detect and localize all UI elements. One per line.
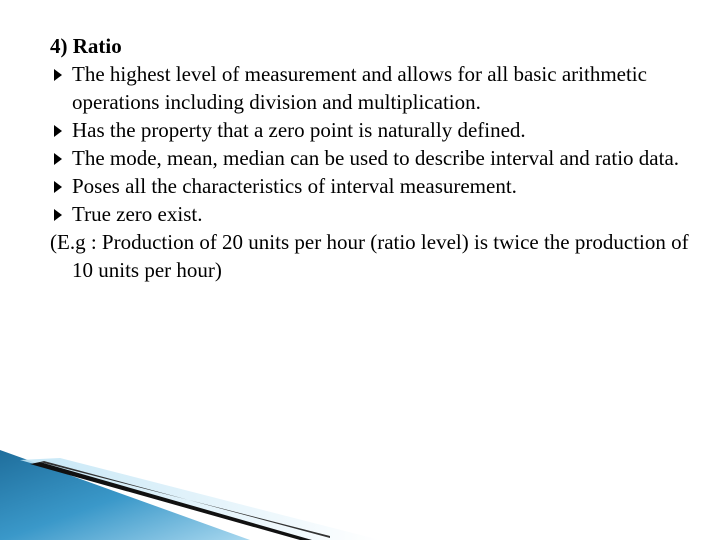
slide-content bbox=[50, 30, 690, 284]
bullet-item bbox=[50, 116, 690, 144]
bullet-text: The mode, mean, median can be used to describe interval and ratio data. bbox=[72, 146, 680, 170]
triangle-right-icon bbox=[54, 181, 62, 193]
bullet-text: Poses all the characteristics of interval measurement. bbox=[72, 174, 517, 198]
bullet-text: True zero exist. bbox=[72, 202, 203, 226]
example-text: (E.g : Production of 20 units per hour (ratio level) is twice the production of 10 units per hour) bbox=[50, 230, 689, 282]
bullet-text: Has the property that a zero point is naturally defined. bbox=[72, 118, 526, 142]
bullet-item bbox=[50, 60, 690, 116]
bullet-item bbox=[50, 144, 690, 172]
triangle-right-icon bbox=[54, 153, 62, 165]
bullet-item bbox=[50, 200, 690, 228]
bullet-text: The highest level of measurement and allows for all basic arithmetic operations including division and multiplication. bbox=[72, 62, 647, 114]
triangle-right-icon bbox=[54, 125, 62, 137]
triangle-right-icon bbox=[54, 69, 62, 81]
slide-heading: 4) Ratio bbox=[50, 34, 122, 58]
bullet-item bbox=[50, 172, 690, 200]
triangle-right-icon bbox=[54, 209, 62, 221]
corner-decoration bbox=[0, 450, 720, 540]
